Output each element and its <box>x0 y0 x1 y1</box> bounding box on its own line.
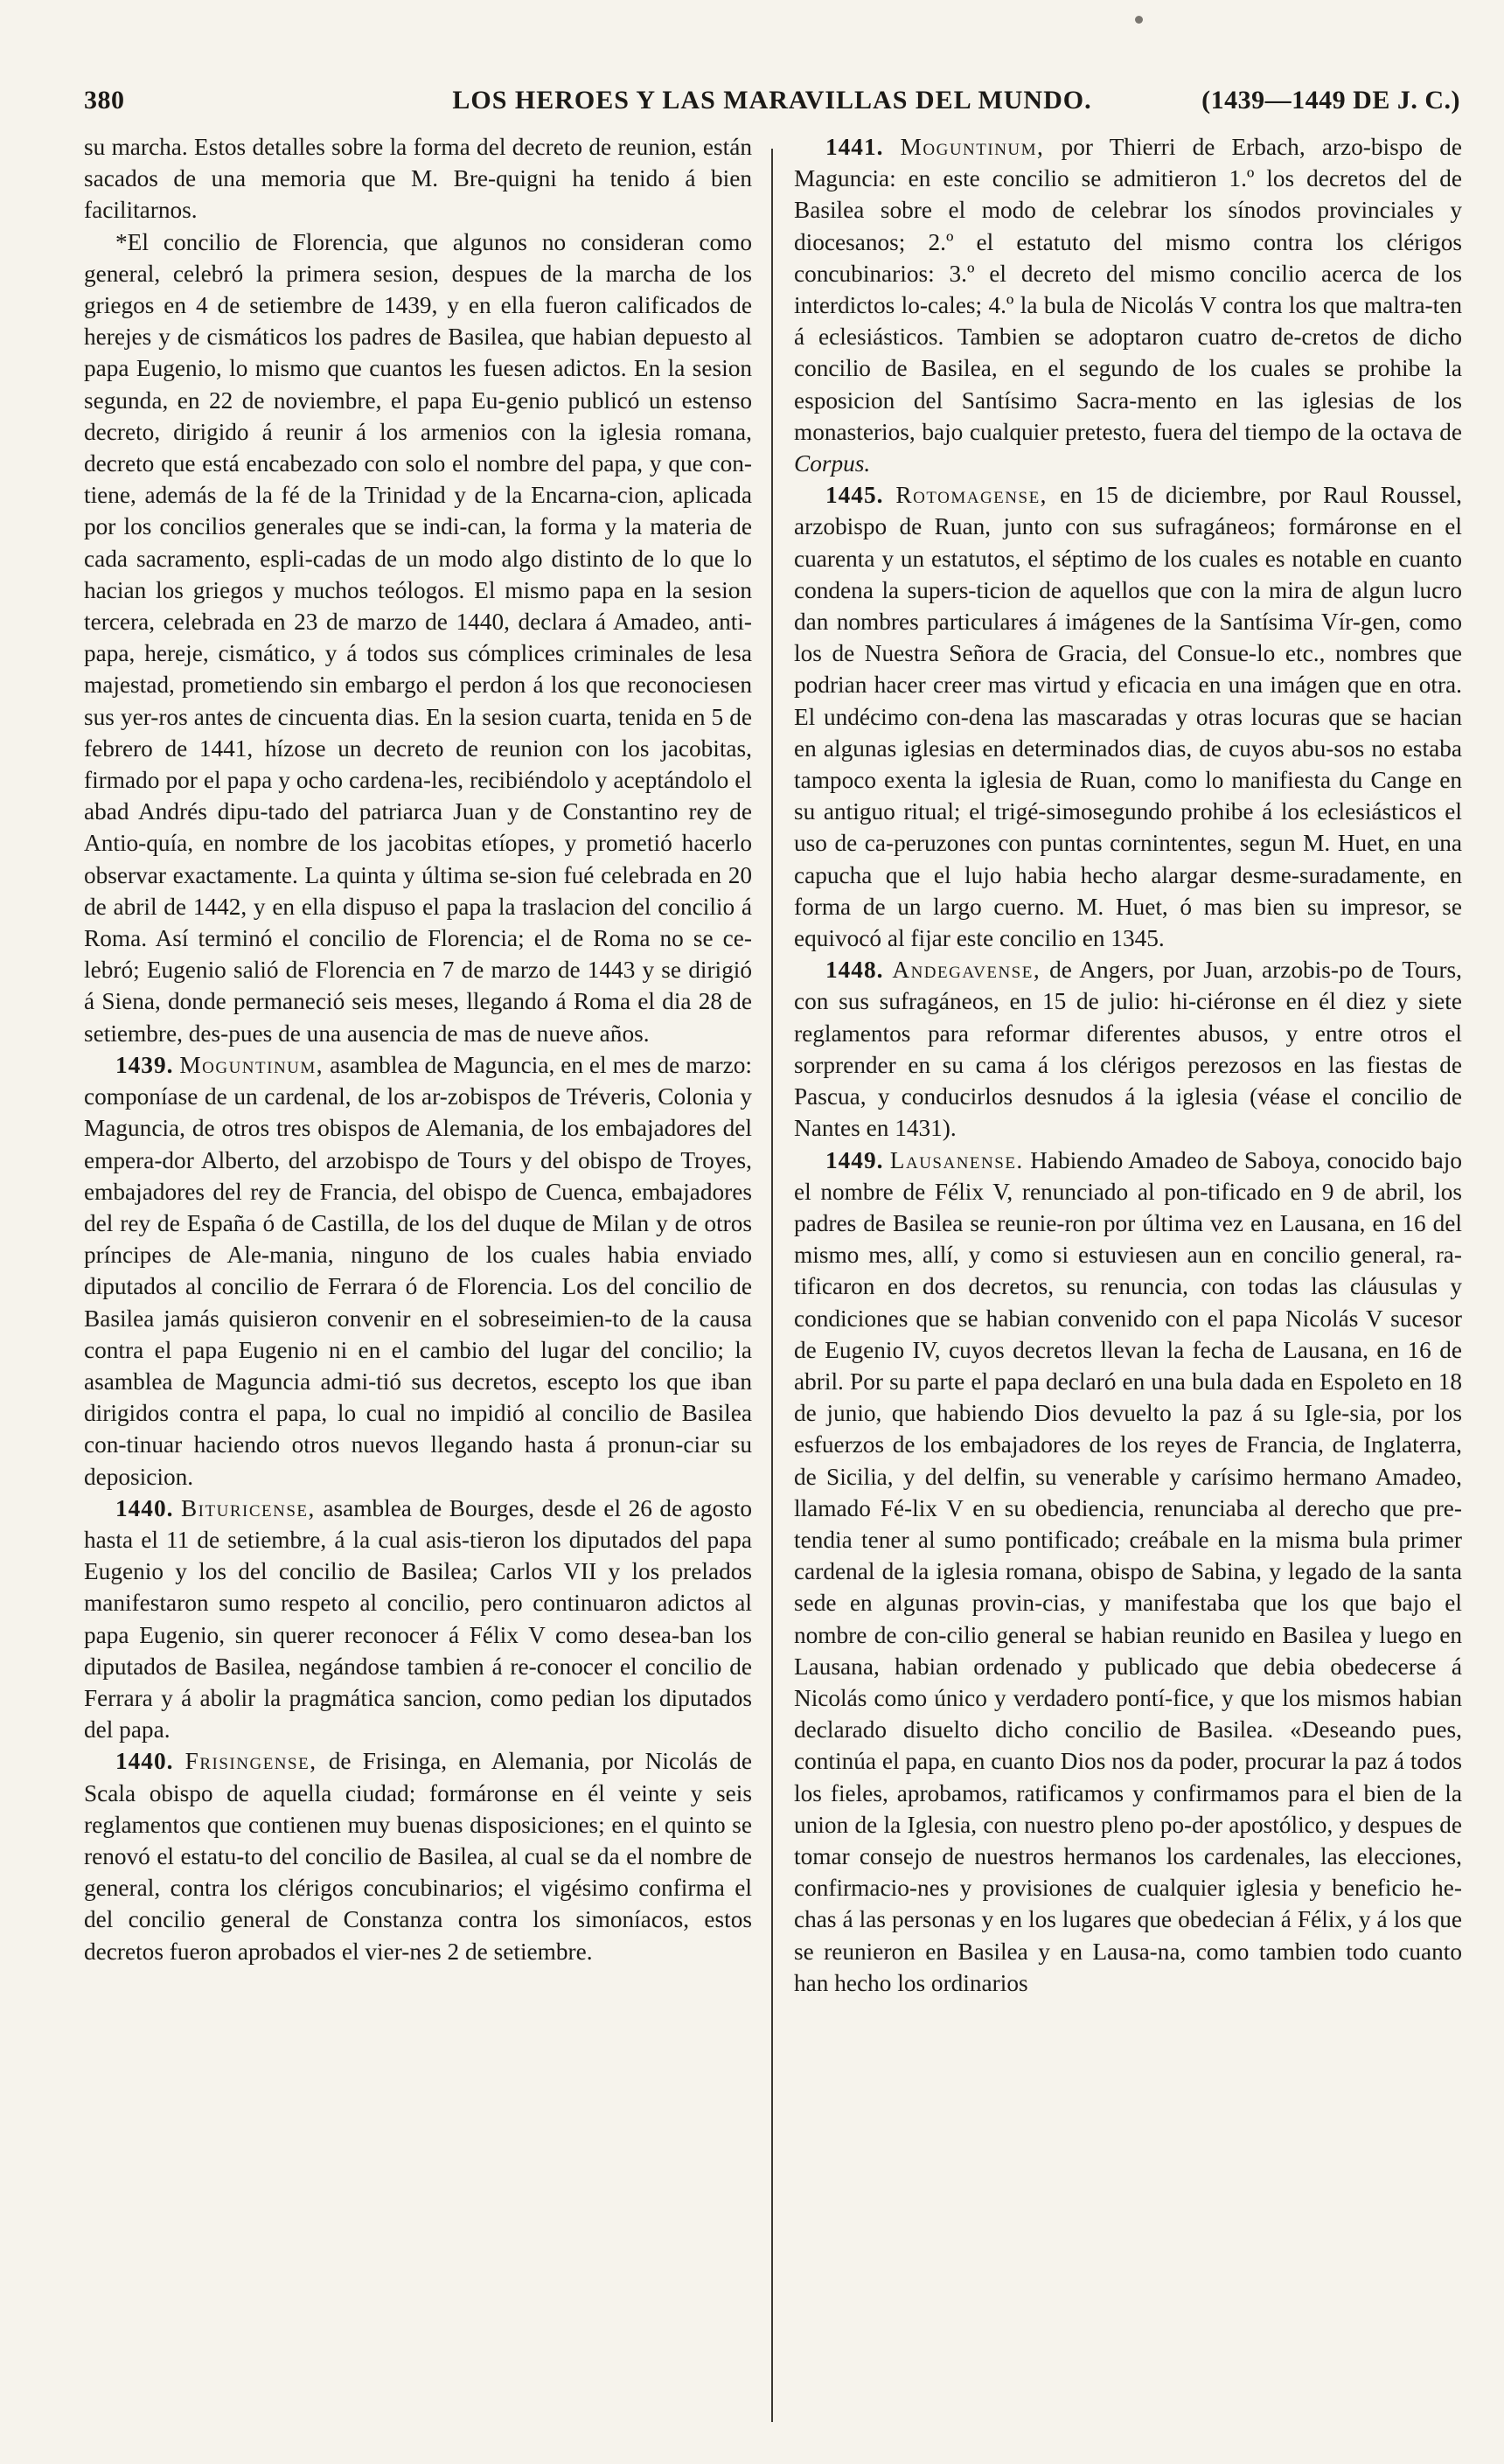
entry-1445-rotomagense <box>794 479 1462 954</box>
page-number: 380 <box>84 86 125 115</box>
entry-1440-bituricense <box>84 1493 752 1746</box>
entry-1448-andegavense <box>794 954 1462 1144</box>
entry-council-name: Bituricense, <box>180 1494 316 1521</box>
entry-text: asamblea de Bourges, desde el 26 de agosto hasta el 11 de setiembre, á la cual asis-tieron los diputados del papa Eugenio y los del concilio de Basilea; Carlos VII y los prelados manifestaron sumo respeto al concilio, pero continuaron adictos al papa Eugenio, sin querer reconocer á Félix V como desea-ban los diputados de Basilea, negándose tambien á re-conocer el concilio de Ferrara y á abolir la pragmática sancion, como pedian los diputados del papa. <box>84 1494 752 1744</box>
text-columns <box>84 131 1462 2422</box>
entry-year: 1445. <box>825 482 884 509</box>
running-title: LOS HEROES Y LAS MARAVILLAS DEL MUNDO. <box>452 86 1092 115</box>
entry-council-name: Moguntinum, <box>179 1051 324 1078</box>
page-header <box>84 73 1460 122</box>
entry-year: 1439. <box>115 1051 174 1078</box>
corpus-word: Corpus. <box>794 450 871 477</box>
entry-1440-frisingense <box>84 1745 752 1966</box>
entry-year: 1440. <box>115 1748 174 1775</box>
ink-speck <box>1135 16 1143 24</box>
entry-text: de Angers, por Juan, arzobis-po de Tours, con sus sufragáneos, en 15 de julio: hi-ciéronse en él diez y siete reglamentos para reformar diferentes abusos, y entre otros el sorprender en su cama á los clérigos perezosos en las fiestas de Pascua, y conducirlos desnudos á la iglesia (véase el concilio de Nantes en 1431). <box>794 957 1462 1142</box>
entry-council-name: Rotomagense, <box>895 482 1048 509</box>
entry-year: 1448. <box>825 957 884 984</box>
date-range: (1439—1449 DE J. C.) <box>1201 86 1460 115</box>
entry-1449-lausanense <box>794 1145 1462 1999</box>
entry-council-name: Frisingense, <box>185 1748 317 1775</box>
entry-year: 1449. <box>825 1146 884 1173</box>
entry-text: de Frisinga, en Alemania, por Nicolás de Scala obispo de aquella ciudad; formáronse en él veinte y seis reglamentos que contienen muy buenas disposiciones; en el quinto se renovó el estatu-to del concilio de Basilea, al cual se da el nombre de general, contra los clérigos concubinarios; el vigésimo confirma el del concilio general de Constanza contra los simoníacos, estos decretos fueron aprobados el vier-nes 2 de setiembre. <box>84 1748 752 1965</box>
paragraph-florence-council: *El concilio de Florencia, que algunos no consideran como general, celebró la primera sesion, despues de la marcha de los griegos en 4 de setiembre de 1439, y en ella fueron calificados de herejes y de cismáticos los padres de Basilea, que habian depuesto al papa Eugenio, lo mismo que cuantos les fuesen adictos. En la sesion segunda, en 22 de noviembre, el papa Eu-genio publicó un estenso decreto, dirigido á reunir á los armenios con la iglesia romana, decreto que está encabezado con solo el nombre del papa, y que con-tiene, además de la fé de la Trinidad y de la Encarna-cion, aplicada por los concilios generales que se indi-can, la forma y la materia de cada sacramento, espli-cadas de un modo algo distinto de lo que lo hacian los griegos y muchos teólogos. El mismo papa en la sesion tercera, celebrada en 23 de marzo de 1440, declara á Amadeo, anti-papa, hereje, cismático, y á todos sus cómplices criminales de lesa majestad, prometiendo sin embargo el perdon á los que reconociesen sus yer-ros antes de cincuenta dias. En la sesion cuarta, tenida en 5 de febrero de 1441, hízose un decreto de reunion con los jacobitas, firmado por el papa y ocho cardena-les, recibiéndolo y aceptándolo el abad Andrés dipu-tado del patriarca Juan y de Constantino rey de Antio-quía, en nombre de los jacobitas etíopes, y prometió hacerlo observar exactamente. La quinta y última se-sion fué celebrada en 20 de abril de 1442, y en ella dispuso el papa la traslacion del concilio á Roma. Así terminó el concilio de Florencia; el de Roma no se ce-lebró; Eugenio salió de Florencia en 7 de marzo de 1443 y se dirigió á Siena, donde permaneció seis meses, llegando á Roma el dia 28 de setiembre, des-pues de una ausencia de mas de nueve años. <box>84 228 752 1047</box>
entry-text: asamblea de Maguncia, en el mes de marzo: componíase de un cardenal, de los ar-zobispos de Tréveris, Colonia y Maguncia, de otros tres obispos de Alemania, de los embajadores del empera-dor Alberto, del arzobispo de Tours y del obispo de Troyes, embajadores del rey de Francia, del obispo de Cuenca, embajadores del rey de España ó de Castilla, de los del duque de Milan y de otros príncipes de Ale-mania, ninguno de los cuales habia enviado diputados al concilio de Ferrara ó de Florencia. Los del concilio de Basilea jamás quisieron convenir en el sobreseimien-to de la causa contra el papa Eugenio ni en el cambio del lugar del concilio; la asamblea de Maguncia admi-tió sus decretos, escepto los que iban dirigidos contra el papa, lo cual no impidió al concilio de Basilea con-tinuar haciendo otros nuevos llegando hasta á pronun-ciar su deposicion. <box>84 1051 752 1490</box>
entry-council-name: Moguntinum, <box>900 134 1045 160</box>
right-column <box>794 131 1462 2422</box>
entry-text: por Thierri de Erbach, arzo-bispo de Maguncia: en este concilio se admitieron 1.º los decretos del de Basilea sobre el modo de celebrar los sínodos provinciales y diocesanos; 2.º el estatuto del mismo contra los clérigos concubinarios: 3.º el decreto del mismo concilio acerca de los interdictos lo-cales; 4.º la bula de Nicolás V contra los que maltra-ten á eclesiásticos. Tambien se adoptaron cuatro de-cretos de dicho concilio de Basilea, en el segundo de los cuales se prohibe la esposicion del Santísimo Sacra-mento en las iglesias de los monasterios, bajo cualquier pretesto, fuera del tiempo de la octava de <box>794 134 1462 445</box>
left-column <box>84 131 752 2422</box>
paragraph-continuation: su marcha. Estos detalles sobre la forma del decreto de reunion, están sacados de una memoria que M. Bre-quigni ha tenido á bien facilitarnos. <box>84 134 752 224</box>
entry-1441-moguntinum <box>794 131 1462 479</box>
entry-1439-moguntinum <box>84 1049 752 1493</box>
entry-text: Habiendo Amadeo de Saboya, conocido bajo el nombre de Félix V, renunciado al pon-tificado en 9 de abril, los padres de Basilea se reunie-ron por última vez en Lausana, en 16 del mismo mes, allí, y como si estuviesen aun en concilio general, ra-tificaron en dos decretos, su renuncia, con todas las cláusulas y condiciones que se habian convenido con el papa Nicolás V sucesor de Eugenio IV, cuyos decretos llevan la fecha de Lausana, en 16 de abril. Por su parte el papa declaró en una bula dada en Espoleto en 18 de junio, que habiendo Dios devuelto la paz á su Igle-sia, por los esfuerzos de los embajadores de los reyes de Francia, de Inglaterra, de Sicilia, y del delfin, su venerable y carísimo hermano Amadeo, llamado Fé-lix V en su obediencia, renunciaba al derecho que pre-tendia tener al sumo pontificado; creábale en la misma bula primer cardenal de la iglesia romana, obispo de Sabina, y legado de la santa sede en algunas provin-cias, y manifestaba que los que bajo el nombre de con-cilio general se habian reunido en Basilea y luego en Lausana, habian ordenado y publicado que debia obedecerse á Nicolás como único y verdadero pontí-fice, y que los mismos habian declarado disuelto dicho concilio de Basilea. «Deseando pues, continúa el papa, en cuanto Dios nos da poder, procurar la paz á todos los fieles, aprobamos, ratificamos y confirmamos para el bien de la union de la Iglesia, con nuestro pleno po-der apostólico, y despues de tomar consejo de nuestros hermanos los cardenales, las elecciones, confirmacio-nes y provisiones de cualquier iglesia y beneficio he-chas á las personas y en los lugares que obedecian á Félix, y á los que se reunieron en Basilea y en Lausa-na, como tambien todo cuanto han hecho los ordinarios <box>794 1146 1462 1996</box>
entry-year: 1441. <box>825 134 884 160</box>
entry-text: en 15 de diciembre, por Raul Roussel, arzobispo de Ruan, junto con sus sufragáneos; formáronse en el cuarenta y un estatutos, el séptimo de los cuales es notable en cuanto condena la supers-ticion de aquellos que con la mira de algun lucro dan nombres particulares á imágenes de la Santísima Vír-gen, como los de Nuestra Señora de Gracia, del Consue-lo etc., nombres que podrian hacer creer mas virtud y eficacia en una imágen que en otra. El undécimo con-dena las mascaradas y otras locuras que se hacian en algunas iglesias en determinados dias, de cuyos abu-sos no estaba tampoco exenta la iglesia de Ruan, como lo manifiesta du Cange en su antiguo ritual; el trigé-simosegundo prohibe á los eclesiásticos el uso de ca-peruzones con puntas cornintentes, segun M. Huet, en una capucha que el lujo habia hecho alargar desme-suradamente, en forma de un largo cuerno. M. Huet, ó mas bien su impresor, se equivocó al fijar este concilio en 1345. <box>794 482 1462 952</box>
entry-council-name: Lausanense. <box>889 1146 1024 1173</box>
entry-year: 1440. <box>115 1494 174 1521</box>
entry-council-name: Andegavense, <box>892 957 1041 984</box>
